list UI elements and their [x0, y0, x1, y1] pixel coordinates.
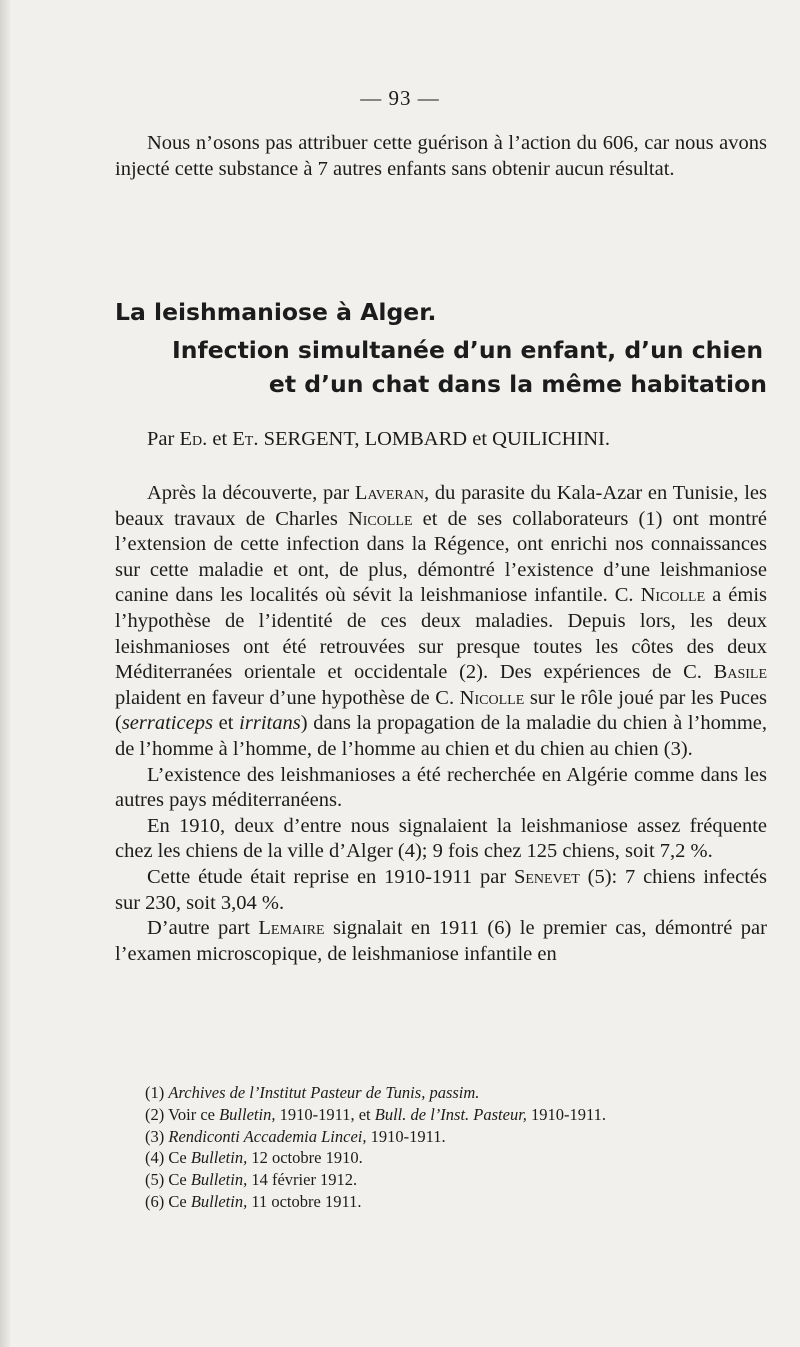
species-serraticeps: serraticeps	[121, 712, 213, 735]
p1-text-d: a émis l’hypothèse de l’identité de ces deux maladies. Depuis lors, les deux leishmanioses ont été retrouvées sur presque toutes les côtes des deux Méditerranées orientale et occidentale (2). Des expériences de C.	[115, 584, 767, 684]
footnote-2	[145, 1104, 785, 1126]
author-ed: Ed.	[179, 428, 208, 450]
byline-and-1: et	[212, 428, 228, 450]
footnote-detail: 12 octobre 1910.	[251, 1148, 363, 1168]
footnote-source: Bulletin,	[190, 1148, 248, 1168]
author-last: QUILICHINI.	[492, 428, 610, 450]
footnote-source: Bulletin,	[190, 1170, 248, 1190]
article-body	[115, 481, 767, 967]
title-line-1-text: La leishmaniose à Alger.	[115, 298, 437, 326]
footnote-detail-2: 1910-1911.	[531, 1104, 607, 1124]
body-paragraph-3: En 1910, deux d’entre nous signalaient la leishmaniose assez fréquente chez les chiens de la ville d’Alger (4); 9 fois chez 125 chiens, soit 7,2 %.	[115, 814, 767, 863]
footnote-5	[145, 1169, 785, 1191]
name-nicolle: Nicolle	[347, 507, 413, 530]
footnote-number: (4)	[145, 1148, 165, 1168]
body-paragraph-1	[115, 481, 767, 763]
p1-text-e: plaident en faveur d’une hypothèse de C.	[115, 686, 455, 709]
intro-paragraph: Nous n’osons pas attribuer cette guérison à l’action du 606, car nous avons injecté cette substance à 7 autres enfants sans obtenir aucun résultat.	[115, 132, 767, 180]
title-line-2-text: Infection simultanée d’un enfant, d’un chien	[172, 336, 764, 364]
footnote-prefix: Ce	[168, 1170, 187, 1190]
name-basile: Basile	[713, 661, 768, 684]
author-et: Et.	[232, 428, 259, 450]
name-senevet: Senevet	[513, 865, 580, 888]
footnote-number: (2)	[145, 1104, 165, 1124]
footnote-1	[145, 1082, 785, 1104]
intro-block	[115, 131, 767, 182]
p5-text-a: D’autre part	[147, 917, 250, 940]
p1-text-g: et	[218, 712, 234, 735]
name-laveran: Laveran	[354, 482, 424, 504]
body-paragraph-2: L’existence des leishmanioses a été recherchée en Algérie comme dans les autres pays méditerranéens.	[115, 763, 767, 812]
p1-text-b: , du parasite du Kala-Azar en Tunisie, les beaux travaux de Charles	[115, 482, 767, 530]
p1-text-c: et de ses collaborateurs (1) ont montré l’extension de cette infection dans la Régence, ont enrichi nos connaissances sur cette maladie et ont, de plus, démontré l’existence d’une leishmaniose canine dans les localités où sévit la leishmaniose infantile. C.	[115, 507, 767, 607]
p5-text-b: signalait en 1911 (6) le premier cas, démontré par l’examen microscopique, de leishmaniose infantile en	[115, 917, 767, 965]
footnote-number: (6)	[145, 1191, 165, 1211]
footnote-source: Rendiconti Accademia Lincei,	[168, 1126, 367, 1146]
footnote-detail: 11 octobre 1911.	[251, 1191, 362, 1211]
footnote-3	[145, 1126, 785, 1148]
page-number: — 93 —	[360, 86, 440, 110]
footnote-detail: 1910-1911.	[370, 1126, 446, 1146]
title-line-3-text: et d’un chat dans la même habitation	[268, 370, 767, 398]
body-paragraph-4	[115, 865, 767, 916]
footnote-source: Archives de l’Institut Pasteur de Tunis, passim.	[168, 1083, 480, 1102]
footnote-source: Bulletin,	[219, 1104, 276, 1124]
p4-text-b: (5): 7 chiens infectés sur 230, soit 3,04 %.	[115, 865, 768, 914]
species-irritans: irritans	[239, 712, 301, 735]
footnote-4	[145, 1147, 785, 1169]
footnote-number: (5)	[145, 1170, 165, 1190]
footnotes	[145, 1082, 785, 1213]
byline-prefix: Par	[147, 428, 175, 450]
footnote-6	[145, 1191, 785, 1213]
footnote-source-2: Bull. de l’Inst. Pasteur,	[374, 1104, 527, 1124]
byline-and-2: et	[472, 428, 488, 450]
body-paragraph-5	[115, 916, 767, 967]
name-nicolle: Nicolle	[640, 584, 706, 607]
p1-text-f: sur le rôle joué par les Puces (	[115, 686, 768, 735]
footnote-prefix: Ce	[168, 1191, 187, 1211]
author-names: SERGENT, LOMBARD	[263, 428, 468, 450]
footnote-number: (1)	[145, 1083, 165, 1102]
footnote-prefix: Voir ce	[168, 1104, 215, 1124]
footnote-detail: 1910-1911, et	[279, 1104, 371, 1124]
footnote-source: Bulletin,	[190, 1191, 248, 1211]
footnote-prefix: Ce	[168, 1148, 187, 1168]
p1-text-a: Après la découverte, par	[147, 482, 350, 504]
p1-text-h: ) dans la propagation de la maladie du chien à l’homme, de l’homme à l’homme, de l’homme au chien et du chien au chien (3).	[115, 712, 768, 760]
footnote-number: (3)	[145, 1126, 165, 1146]
name-lemaire: Lemaire	[258, 917, 325, 940]
p4-text-a: Cette étude était reprise en 1910-1911 par	[147, 865, 507, 888]
name-nicolle: Nicolle	[459, 686, 525, 709]
footnote-detail: 14 février 1912.	[251, 1170, 358, 1190]
